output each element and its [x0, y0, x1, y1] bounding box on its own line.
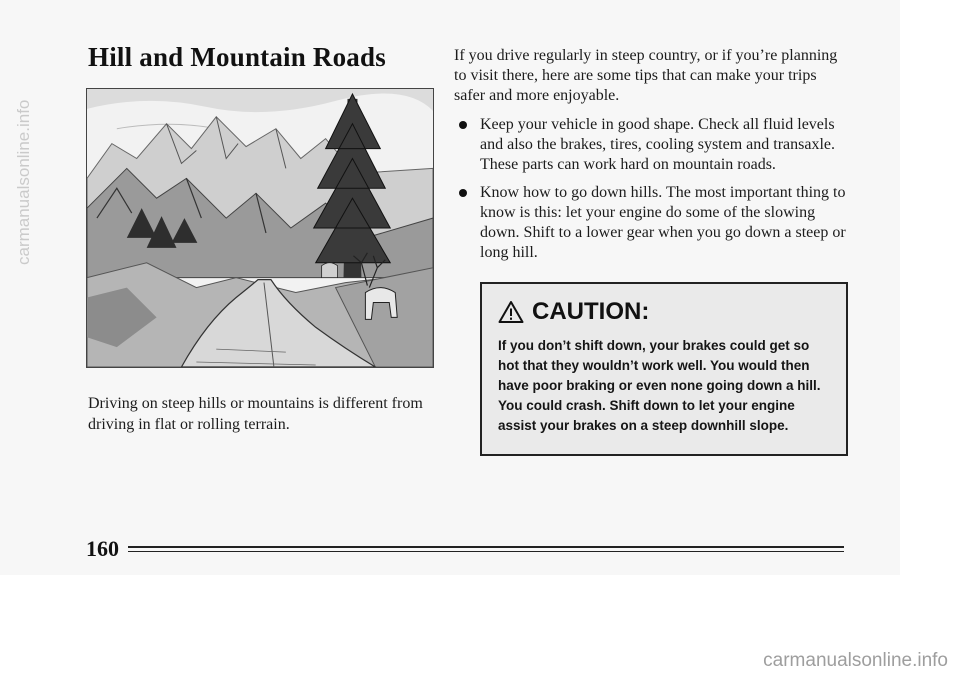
list-item	[454, 115, 849, 175]
bottom-watermark: carmanualsonline.info	[763, 650, 948, 671]
bullet-icon	[459, 121, 467, 129]
page-number: 160	[86, 536, 119, 561]
caution-text: If you don’t shift down, your brakes could get so hot that they wouldn’t work well. You would then have poor braking or even none going down a hill. You could crash. Shift down to let your engine assist your brakes on a steep downhill slope.	[498, 338, 821, 433]
intro-paragraph: If you drive regularly in steep country, or if you’re planning to visit there, here are some tips that can make your trips safer and more enjoyable.	[454, 47, 838, 104]
caution-heading	[498, 298, 830, 326]
list-item	[454, 183, 849, 263]
caution-title: CAUTION:	[532, 298, 650, 325]
side-watermark: carmanualsonline.info	[14, 99, 33, 265]
list-item-text: Keep your vehicle in good shape. Check all fluid levels and also the brakes, tires, cooling system and transaxle. These parts can work hard on mountain roads.	[480, 116, 836, 173]
bullet-icon	[459, 189, 467, 197]
page-heading: Hill and Mountain Roads	[88, 42, 386, 72]
footer-rule	[128, 546, 844, 548]
tips-list	[454, 115, 849, 271]
warning-triangle-icon	[498, 300, 524, 324]
illustration-caption: Driving on steep hills or mountains is different from driving in flat or rolling terrain.	[88, 395, 423, 433]
list-item-text: Know how to go down hills. The most important thing to know is this: let your engine do some of the slowing down. Shift to a lower gear when you go down a steep or long hill.	[480, 184, 846, 261]
caution-box	[480, 282, 848, 456]
mountain-road-svg	[87, 89, 433, 367]
mountain-road-illustration	[86, 88, 434, 368]
footer-rule	[128, 551, 844, 552]
